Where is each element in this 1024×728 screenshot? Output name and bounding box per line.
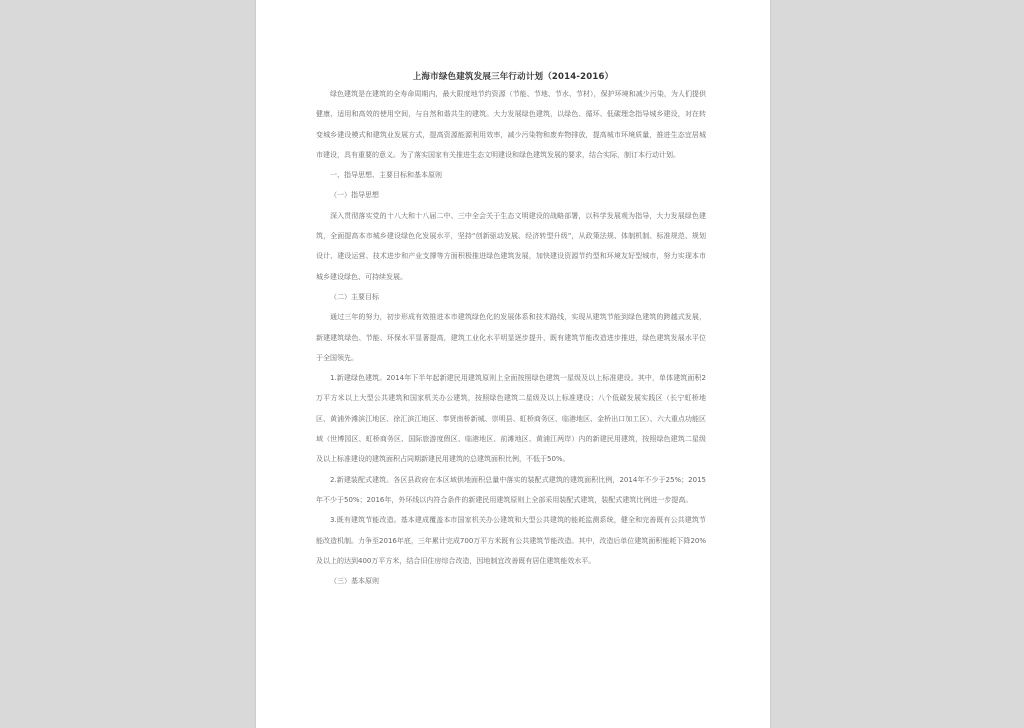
section-heading-1: 一、指导思想、主要目标和基本原则 <box>330 171 442 180</box>
document-body <box>316 84 706 591</box>
document-title: 上海市绿色建筑发展三年行动计划（2014-2016） <box>412 72 614 82</box>
subsection-heading-guiding: （一）指导思想 <box>330 191 379 200</box>
subsection-heading-goals: （二）主要目标 <box>330 292 379 301</box>
paragraph-goal-1: 1.新建绿色建筑。2014年下半年起新建民用建筑原则上全面按照绿色建筑一星级及以上标准建设。其中，单体建筑面积2万平方米以上大型公共建筑和国家机关办公建筑，按照绿色建筑二星级及以上标准建设；八个低碳发展实践区（长宁虹桥地区、黄浦外滩滨江地区、徐汇滨江地区、奉贤南桥新城、崇明县、虹桥商务区、临港地区、金桥出口加工区）、六大重点功能区域（世博园区、虹桥商务区、国际旅游度假区、临港地区、前滩地区、黄浦江两岸）内的新建民用建筑，按照绿色建筑二星级及以上标准建设的建筑面积占同期新建民用建筑的总建筑面积比例，不低于50%。 <box>316 374 706 464</box>
paragraph-intro: 绿色建筑是在建筑的全寿命周期内，最大限度地节约资源（节能、节地、节水、节材），保护环境和减少污染，为人们提供健康、适用和高效的使用空间，与自然和谐共生的建筑。大力发展绿色建筑，以绿色、循环、低碳理念指导城乡建设，对在转变城乡建设模式和建筑业发展方式，提高资源能源利用效率，减少污染物和废弃物排放，提高城市环境质量，推进生态宜居城市建设，具有重要的意义。为了落实国家有关推进生态文明建设和绿色建筑发展的要求，结合实际，制订本行动计划。 <box>316 90 706 159</box>
paragraph-goal-2: 2.新建装配式建筑。各区县政府在本区域供地面积总量中落实的装配式建筑的建筑面积比例，2014年不少于25%；2015年不少于50%；2016年，外环线以内符合条件的新建民用建筑原则上全部采用装配式建筑，装配式建筑比例进一步提高。 <box>316 475 706 504</box>
subsection-heading-principles: （三）基本原则 <box>330 577 379 586</box>
paragraph-goal-3: 3.既有建筑节能改造。基本建成覆盖本市国家机关办公建筑和大型公共建筑的能耗监测系统，健全和完善既有公共建筑节能改造机制。力争至2016年底，三年累计完成700万平方米既有公共建筑节能改造。其中，改造后单位建筑面积能耗下降20%及以上的达到400万平方米，结合旧住房综合改造，因地制宜改善既有居住建筑能效水平。 <box>316 516 706 565</box>
paragraph-guiding: 深入贯彻落实党的十八大和十八届二中、三中全会关于生态文明建设的战略部署，以科学发展观为指导，大力发展绿色建筑，全面提高本市城乡建设绿色化发展水平，坚持“创新驱动发展、经济转型升级”，从政策法规、体制机制、标准规范、规划设计、建设运营、技术进步和产业支撑等方面积极推进绿色建筑发展，加快建设资源节约型和环境友好型城市，努力实现本市城乡建设绿色、可持续发展。 <box>316 211 706 281</box>
document-page <box>256 0 770 728</box>
paragraph-goals: 通过三年的努力，初步形成有效推进本市建筑绿色化的发展体系和技术路线，实现从建筑节能到绿色建筑的跨越式发展，新建建筑绿色、节能、环保水平显著提高，建筑工业化水平明显逐步提升，既有建筑节能改造进步推进，绿色建筑发展水平位于全国领先。 <box>316 313 706 362</box>
